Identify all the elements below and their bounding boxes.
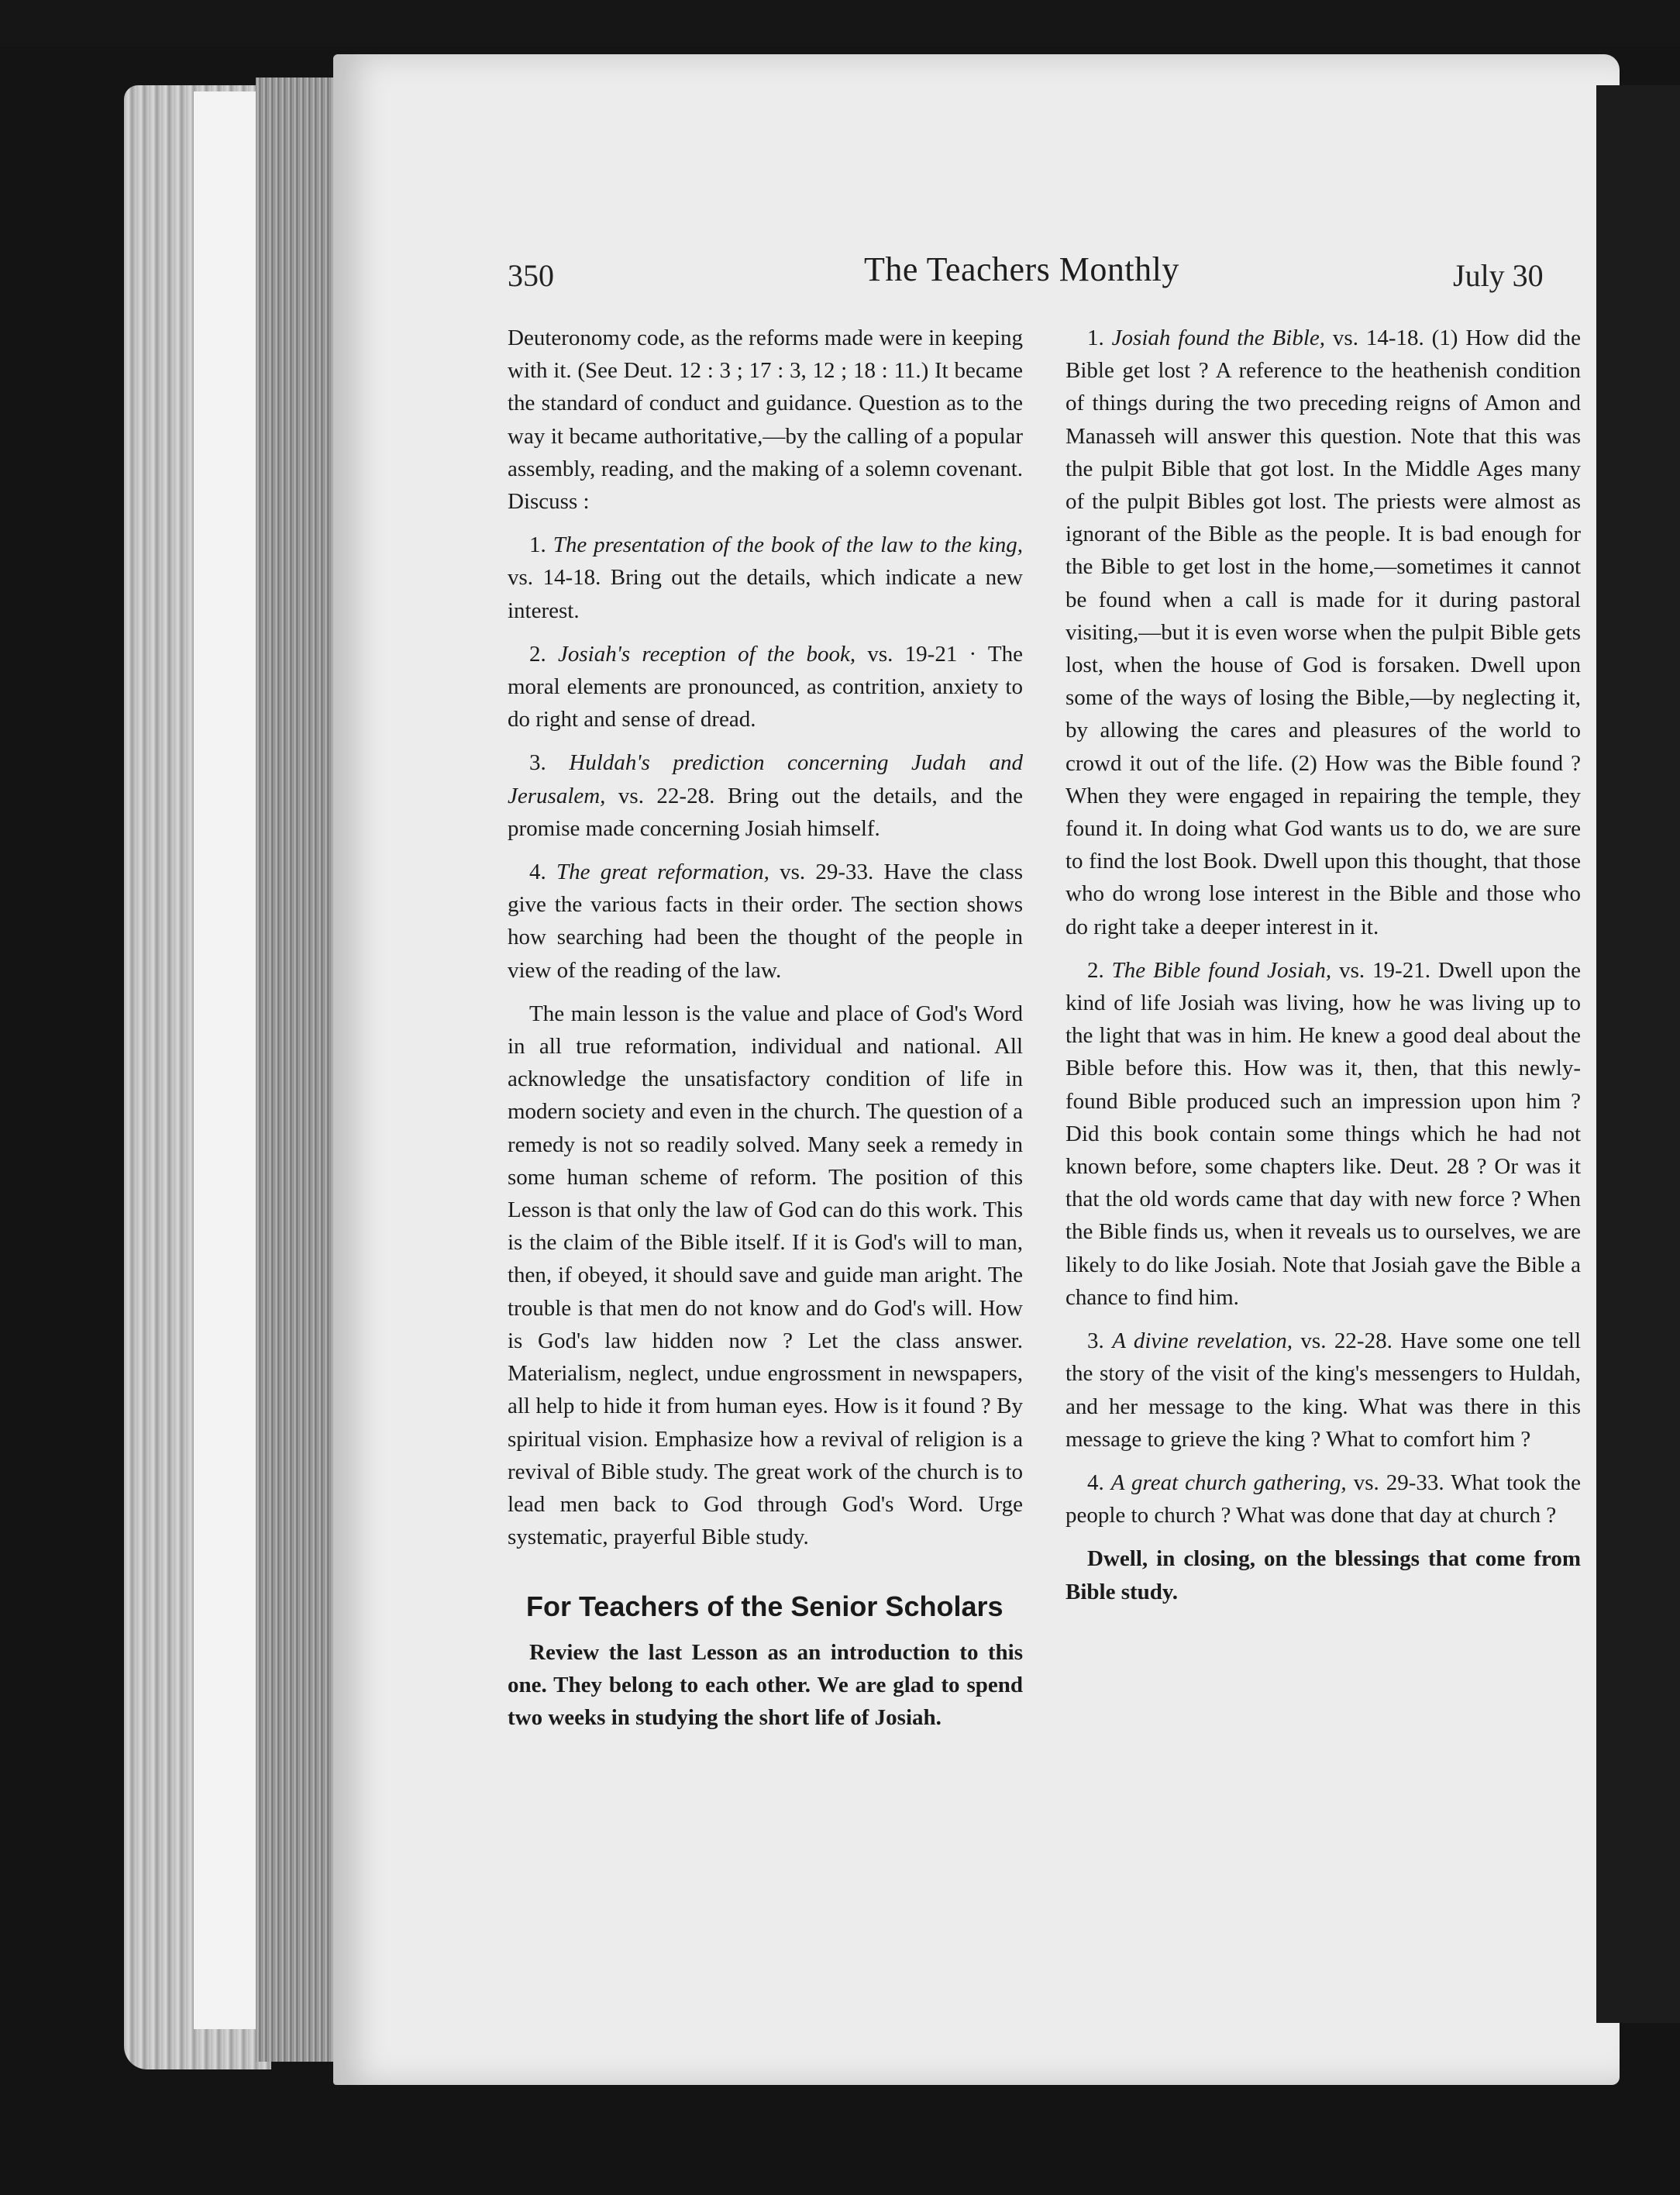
item-text: vs. 14-18. (1) How did the Bible get lost ? A reference to the heathenish condition of things during the two preceding reigns of Amon and Manasseh will answer this question. Note that this was the pulpit Bible that got lost. In the Middle Ages many of the pulpit Bibles got lost. The priests were almost as ignorant of the Bible as the people. It is bad enough for the Bible to get lost in the home,—sometimes it cannot be found when a call is made for it during pastoral visiting,—but it is even worse when the pulpit Bible gets lost, when the house of God is forsaken. Dwell upon some of the ways of losing the Bible,—by neglecting it, by allowing the cares and pleasures of the world to crowd it out of the life. (2) How was the Bible found ? When they were engaged in repairing the temple, they found it. In doing what God wants us to do, we are sure to find the lost Book. Dwell upon this thought, that those who do wrong lose interest in the Bible and those who do right take a deeper interest in it. <box>1065 326 1582 939</box>
paragraph <box>508 529 1023 627</box>
paragraph <box>508 638 1023 736</box>
item-number: 1. <box>529 532 546 558</box>
paragraph <box>1065 1325 1581 1456</box>
paragraph <box>508 856 1023 987</box>
right-column <box>1065 322 1581 1619</box>
page-number: 350 <box>508 258 554 293</box>
paragraph: Review the last Lesson as an introduction to this one. They belong to each other. We are glad to spend two weeks in studying the short life of Josiah. <box>508 1639 1023 1730</box>
item-text: vs. 29-33. Have the class give the various facts in their order. The section shows how searching had been the thought of the people in view of the reading of the law. <box>508 860 1024 983</box>
item-number: 4. <box>1087 1470 1104 1495</box>
paragraph: The main lesson is the value and place of God's Word in all true reformation, individual and national. All acknowledge the unsatisfactory condition of life in modern society and even in the church. The question of a remedy is not so readily solved. Many seek a remedy in some human scheme of reform. The position of this Lesson is that only the law of God can do this work. This is the claim of the Bible itself. If it is God's will to man, then, if obeyed, it should save and guide man aright. The trouble is that men do not know and do God's will. How is God's law hidden now ? Let the class answer. Materialism, neglect, undue engrossment in newspapers, all help to hide it from human eyes. How is it found ? By spiritual vision. Emphasize how a revival of religion is a revival of Bible study. The great work of the church is to lead men back to God through God's Word. Urge systematic, prayerful Bible study. <box>508 1001 1023 1550</box>
item-title: The great reformation, <box>556 860 769 885</box>
item-text: vs. 19-21 · The moral elements are pronounced, as contrition, anxiety to do right and sense of dread. <box>508 641 1023 732</box>
page-stack-edge <box>256 78 341 2062</box>
item-number: 3. <box>1087 1328 1104 1354</box>
item-text: vs. 19-21. Dwell upon the kind of life Josiah was living, how he was living up to the light that was in him. He knew a good deal about the Bible before this. How was it, then, that this newly-found Bible produced such an impression upon him ? Did this book contain some things which he had not known before, some chapters like. Deut. 28 ? Or was it that the old words came that day with new force ? When the Bible finds us, when it reveals us to ourselves, we are likely to do like Josiah. Note that Josiah gave the Bible a chance to find him. <box>1065 957 1581 1310</box>
item-title: The Bible found Josiah, <box>1111 957 1332 983</box>
item-title: Huldah's prediction concerning Judah and Jerusalem, <box>508 750 1023 808</box>
issue-date: July 30 <box>1453 258 1544 293</box>
paragraph: Deuteronomy code, as the reforms made were in keeping with it. (See Deut. 12 : 3 ; 17 : 3, 12 ; 18 : 11.) It became the standard of conduct and guidance. Question as to the way it became authoritative,—by the calling of a popular assembly, reading, and the making of a solemn covenant. Discuss : <box>508 326 1023 515</box>
item-title: Josiah's reception of the book, <box>557 641 856 667</box>
item-title: Josiah found the Bible, <box>1111 326 1325 350</box>
paragraph <box>1065 1466 1581 1532</box>
paragraph <box>1065 322 1581 943</box>
item-number: 2. <box>1087 957 1104 983</box>
paragraph <box>1065 954 1581 1314</box>
item-text: vs. 22-28. Bring out the details, and the promise made concerning Josiah himself. <box>508 783 1023 841</box>
background-top <box>0 0 1680 47</box>
item-title: A great church gathering, <box>1110 1470 1347 1495</box>
item-number: 3. <box>529 750 546 776</box>
section-heading: For Teachers of the Senior Scholars <box>526 1590 1004 1623</box>
item-text: vs. 14-18. Bring out the details, which indicate a new interest. <box>508 565 1023 623</box>
paragraph: Dwell, in closing, on the blessings that come from Bible study. <box>1065 1546 1581 1604</box>
facing-page-shadow <box>1596 85 1680 2023</box>
paragraph <box>508 746 1023 845</box>
left-column <box>508 322 1023 1745</box>
item-number: 4. <box>529 860 546 885</box>
item-number: 2. <box>529 641 546 667</box>
item-title: A divine revelation, <box>1112 1328 1293 1354</box>
item-title: The presentation of the book of the law to the king, <box>553 532 1023 558</box>
item-number: 1. <box>1087 326 1104 350</box>
running-title: The Teachers Monthly <box>864 250 1179 288</box>
item-text: vs. 22-28. Have some one tell the story of the visit of the king's messengers to Huldah, and her message to the king. What was there in this message to grieve the king ? What to comfort him ? <box>1065 1328 1582 1452</box>
item-text: vs. 29-33. What took the people to church ? What was done that day at church ? <box>1065 1470 1582 1528</box>
